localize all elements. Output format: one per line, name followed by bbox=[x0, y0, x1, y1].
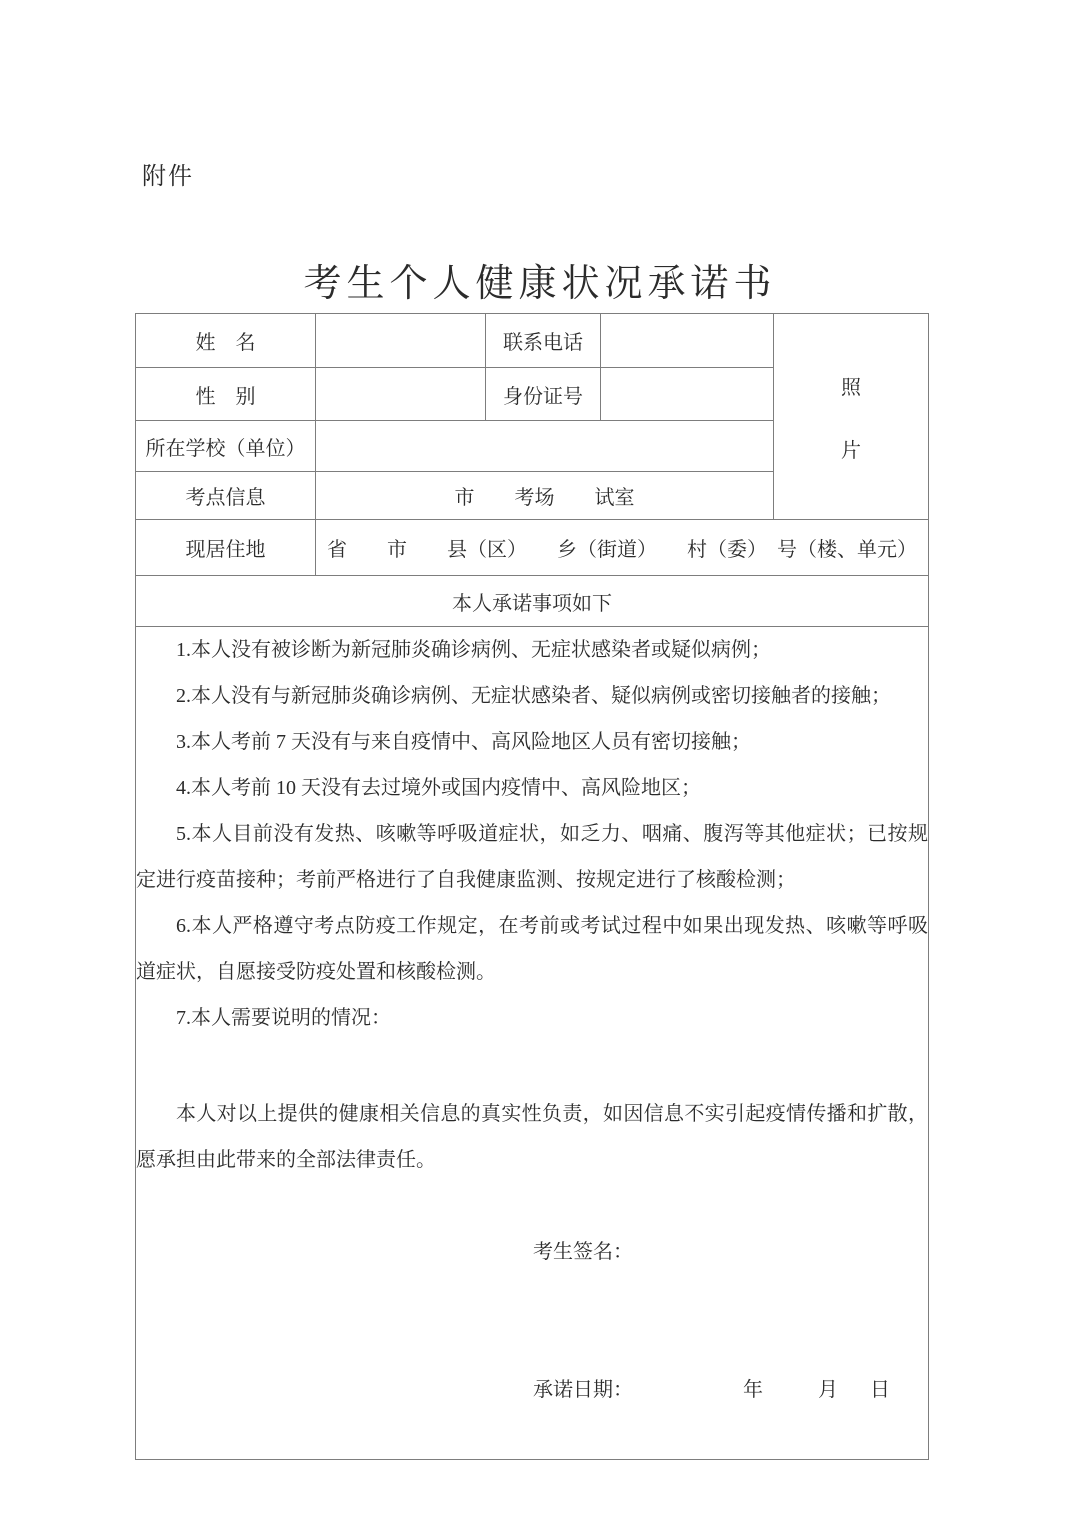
commitment-body bbox=[136, 627, 929, 1460]
date-line bbox=[483, 1321, 928, 1459]
photo-char-1: 照 bbox=[841, 376, 861, 399]
page-title: 考生个人健康状况承诺书 bbox=[303, 263, 777, 305]
photo-char-2: 片 bbox=[841, 439, 861, 462]
day-label: 日 bbox=[870, 1379, 890, 1401]
commitment-section-header: 本人承诺事项如下 bbox=[136, 576, 929, 627]
row-commitment-body bbox=[136, 627, 929, 1460]
photo-box bbox=[774, 314, 929, 520]
date-label: 承诺日期： bbox=[533, 1379, 633, 1401]
signature-label: 考生签名： bbox=[533, 1241, 633, 1263]
commitment-item-5: 5.本人目前没有发热、咳嗽等呼吸道症状，如乏力、咽痛、腹泻等其他症状；已按规定进行疫苗接种；考前严格进行了自我健康监测、按规定进行了核酸检测； bbox=[136, 823, 928, 891]
health-declaration-form bbox=[135, 313, 929, 1460]
commitment-item-3: 3.本人考前 7 天没有与来自疫情中、高风险地区人员有密切接触； bbox=[176, 731, 751, 753]
commitment-item-4: 4.本人考前 10 天没有去过境外或国内疫情中、高风险地区； bbox=[176, 777, 701, 799]
year-label: 年 bbox=[743, 1379, 763, 1401]
signature-line bbox=[483, 1183, 928, 1321]
attachment-label: 附件 bbox=[142, 164, 194, 190]
commitment-item-1: 1.本人没有被诊断为新冠肺炎确诊病例、无症状感染者或疑似病例； bbox=[176, 639, 771, 661]
gender-label: 性 别 bbox=[136, 368, 316, 421]
contact-phone-value-cell[interactable] bbox=[601, 314, 774, 368]
school-value-cell[interactable] bbox=[316, 421, 774, 472]
name-value-cell[interactable] bbox=[316, 314, 486, 368]
gender-value-cell[interactable] bbox=[316, 368, 486, 421]
contact-phone-label: 联系电话 bbox=[486, 314, 601, 368]
exam-site-value-cell[interactable]: 市 考场 试室 bbox=[316, 472, 774, 520]
commitment-item-7: 7.本人需要说明的情况： bbox=[176, 1007, 391, 1029]
month-label: 月 bbox=[818, 1379, 838, 1401]
row-name-phone bbox=[136, 314, 929, 368]
row-section-header bbox=[136, 576, 929, 627]
exam-site-label: 考点信息 bbox=[136, 472, 316, 520]
commitment-item-2: 2.本人没有与新冠肺炎确诊病例、无症状感染者、疑似病例或密切接触者的接触； bbox=[176, 685, 891, 707]
id-number-value-cell[interactable] bbox=[601, 368, 774, 421]
school-label: 所在学校（单位） bbox=[136, 421, 316, 472]
closing-statement: 本人对以上提供的健康相关信息的真实性负责，如因信息不实引起疫情传播和扩散，愿承担由此带来的全部法律责任。 bbox=[136, 1103, 928, 1171]
row-residence bbox=[136, 520, 929, 576]
explanation-blank-area[interactable] bbox=[136, 1041, 928, 1091]
photo-placeholder-text bbox=[774, 371, 928, 463]
residence-label: 现居住地 bbox=[136, 520, 316, 576]
residence-value-cell[interactable]: 省 市 县（区） 乡（街道） 村（委） 号（楼、单元） bbox=[316, 520, 929, 576]
name-label: 姓 名 bbox=[136, 314, 316, 368]
commitment-item-6: 6.本人严格遵守考点防疫工作规定，在考前或考试过程中如果出现发热、咳嗽等呼吸道症状，自愿接受防疫处置和核酸检测。 bbox=[136, 915, 928, 983]
id-number-label: 身份证号 bbox=[486, 368, 601, 421]
